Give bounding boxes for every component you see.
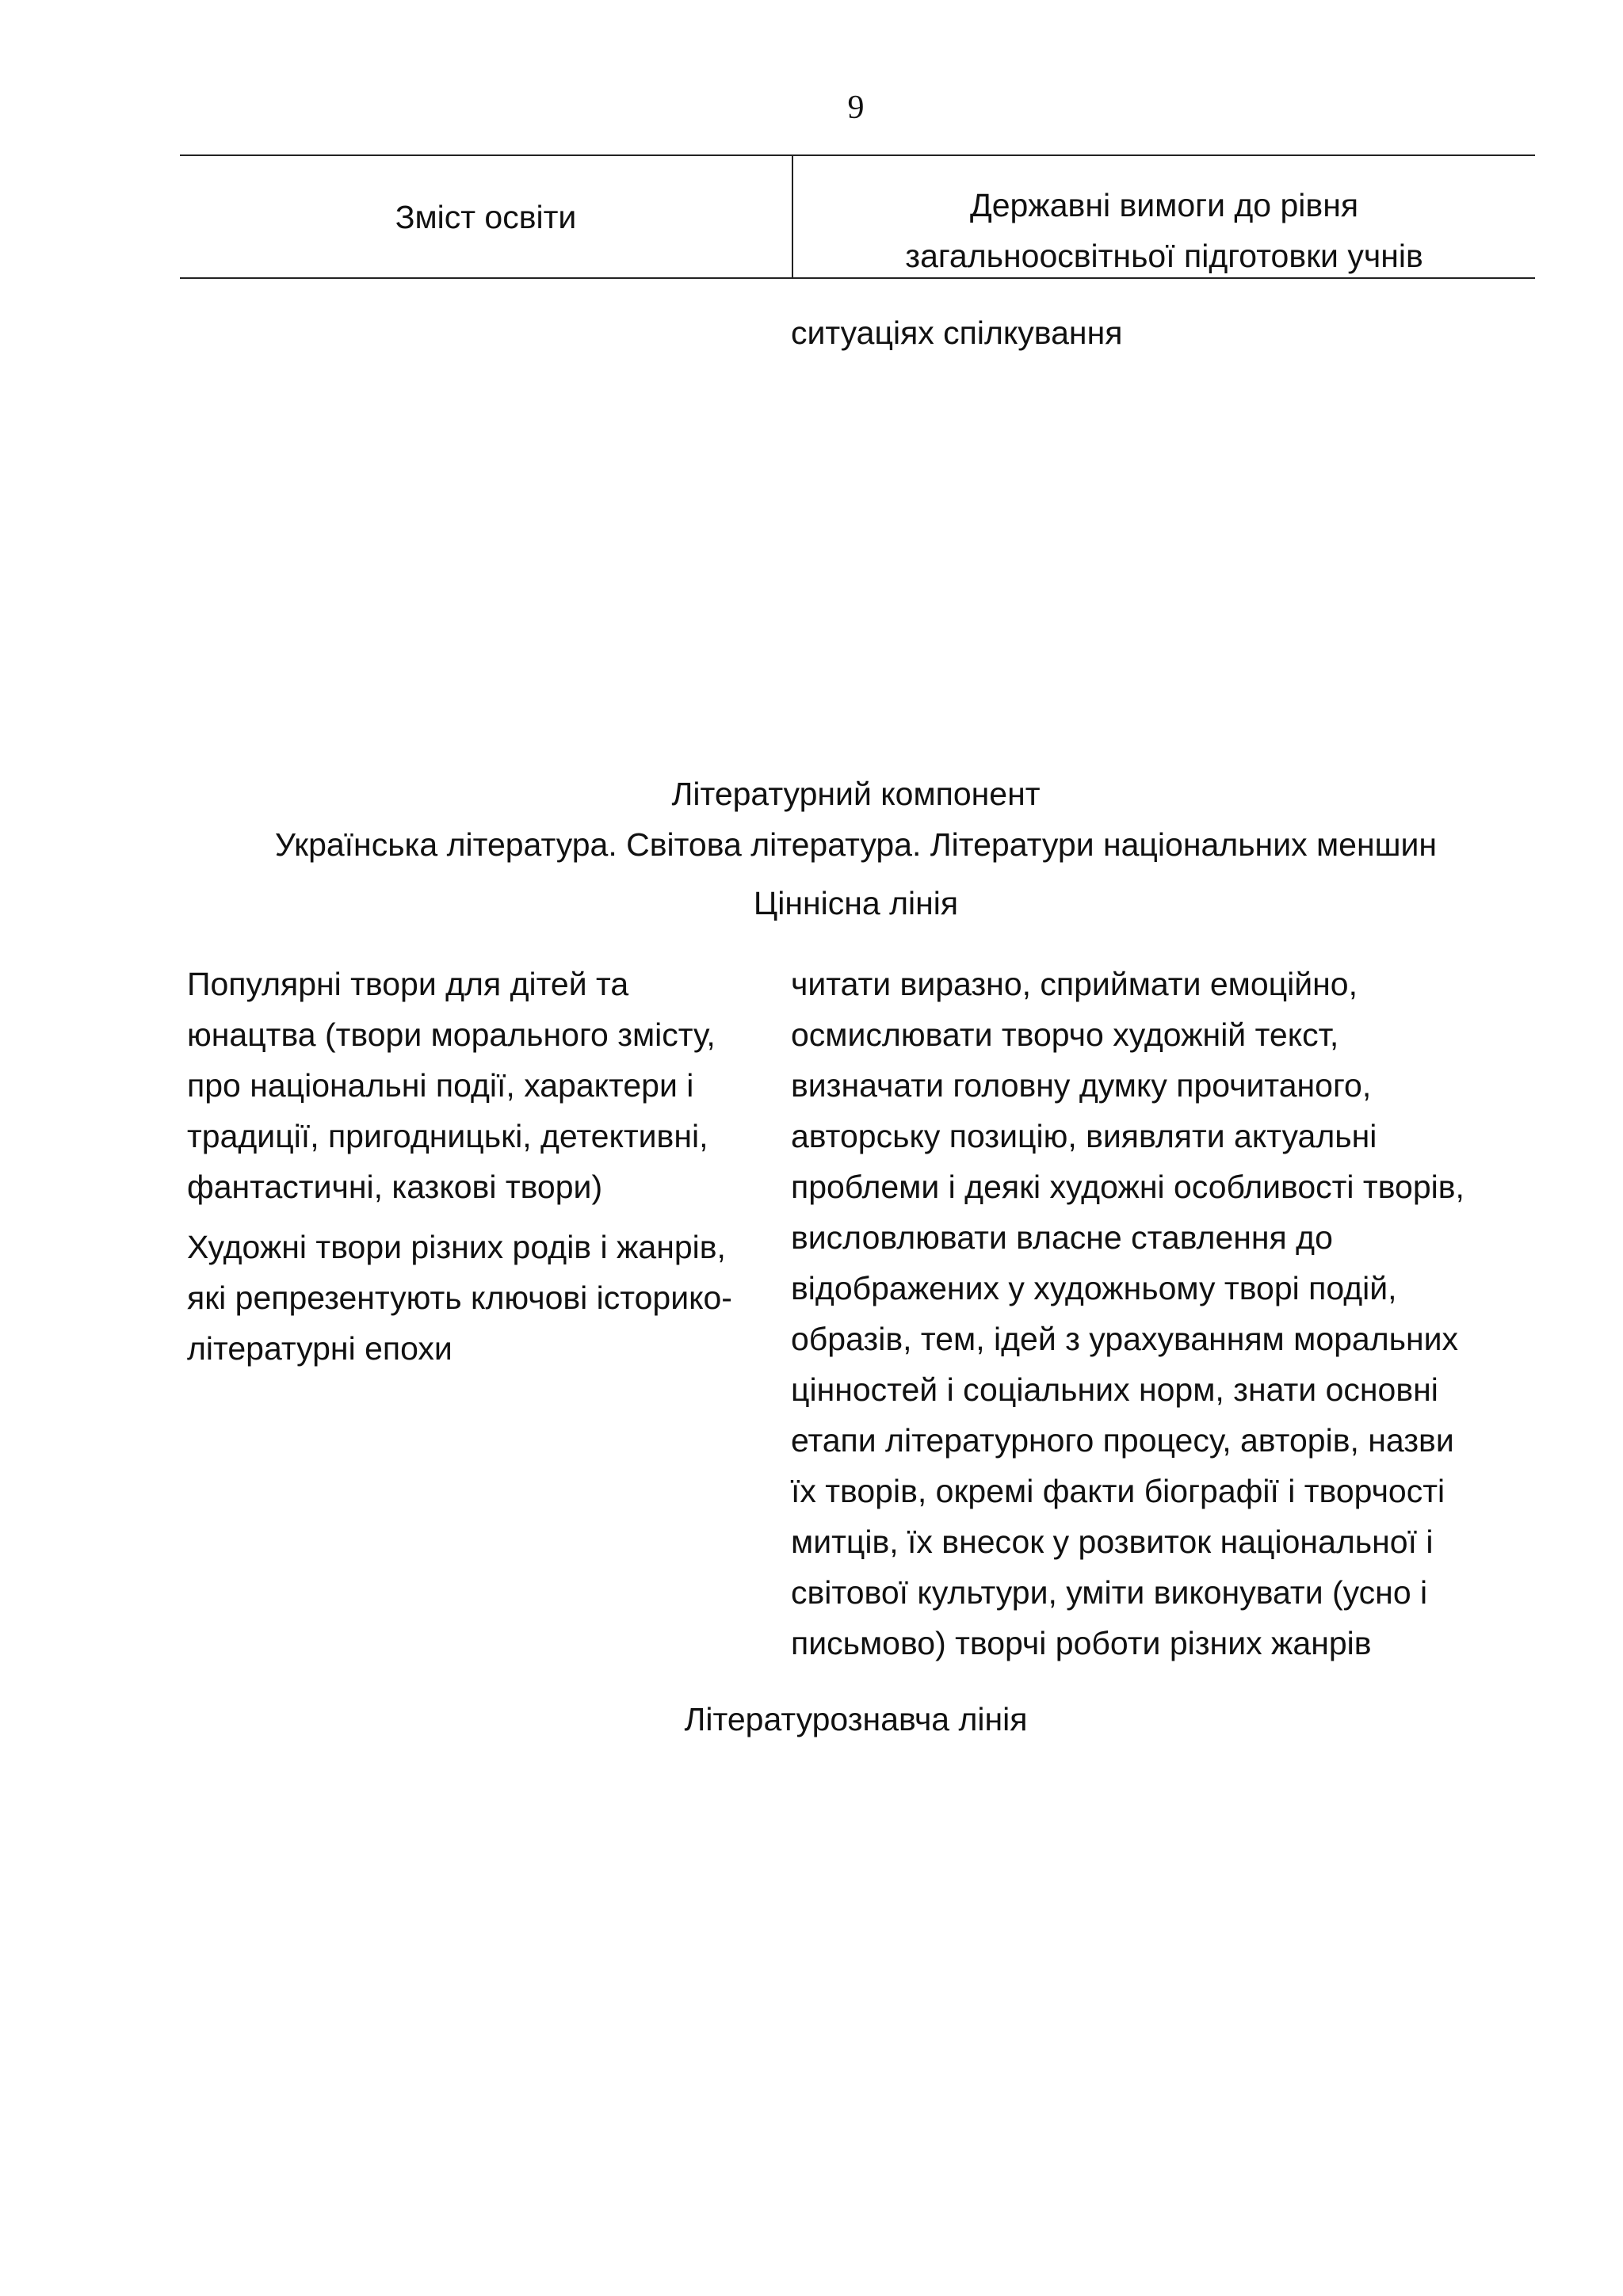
continuation-text: ситуаціях спілкування — [791, 315, 1123, 351]
text-line: Художні твори різних родів і жанрів, — [187, 1229, 726, 1265]
text-line: авторську позицію, виявляти актуальні — [791, 1118, 1377, 1154]
line-heading-literary-studies: Літературознавча лінія — [684, 1701, 1028, 1737]
text-line: Популярні твори для дітей та — [187, 966, 629, 1002]
page-number: 9 — [847, 90, 865, 126]
text-line: письмово) творчі роботи різних жанрів — [791, 1625, 1372, 1661]
text-line: митців, їх внесок у розвиток національної і — [791, 1524, 1434, 1560]
text-line: про національні події, характери і — [187, 1067, 694, 1104]
section-subtitle: Українська література. Світова література. Літератури національних меншин — [274, 826, 1438, 863]
header-requirements-line: загальноосвітньої підготовки учнів — [905, 238, 1423, 274]
text-line: традиції, пригодницькі, детективні, — [187, 1118, 708, 1154]
text-line: читати виразно, сприймати емоційно, — [791, 966, 1358, 1002]
line-heading-values: Ціннісна лінія — [753, 885, 959, 921]
text-line: їх творів, окремі факти біографії і творчості — [791, 1473, 1445, 1509]
header-requirements-column — [793, 180, 1535, 281]
text-line: осмислювати творчо художній текст, — [791, 1016, 1339, 1053]
header-requirements-line: Державні вимоги до рівня — [969, 187, 1359, 223]
text-line: відображених у художньому творі подій, — [791, 1270, 1397, 1306]
text-line: висловлювати власне ставлення до — [791, 1219, 1333, 1256]
content-paragraph — [187, 1222, 789, 1374]
section-title: Літературний компонент — [671, 776, 1041, 812]
text-line: які репрезентують ключові історико- — [187, 1280, 732, 1316]
content-paragraph — [791, 959, 1552, 1669]
text-line: фантастичні, казкові твори) — [187, 1169, 603, 1205]
text-line: етапи літературного процесу, авторів, назви — [791, 1422, 1454, 1459]
text-line: визначати головну думку прочитаного, — [791, 1067, 1372, 1104]
content-paragraph — [187, 959, 789, 1212]
text-line: проблеми і деякі художні особливості творів, — [791, 1169, 1465, 1205]
content-column-left — [187, 959, 789, 1383]
text-line: літературні епохи — [187, 1330, 453, 1367]
table-header — [180, 154, 1535, 279]
text-line: цінностей і соціальних норм, знати основні — [791, 1371, 1438, 1408]
text-line: світової культури, уміти виконувати (усно і — [791, 1574, 1428, 1611]
header-content-column: Зміст освіти — [395, 198, 577, 235]
content-column-right — [791, 959, 1552, 1669]
text-line: образів, тем, ідей з урахуванням моральних — [791, 1321, 1459, 1357]
text-line: юнацтва (твори морального змісту, — [187, 1016, 716, 1053]
